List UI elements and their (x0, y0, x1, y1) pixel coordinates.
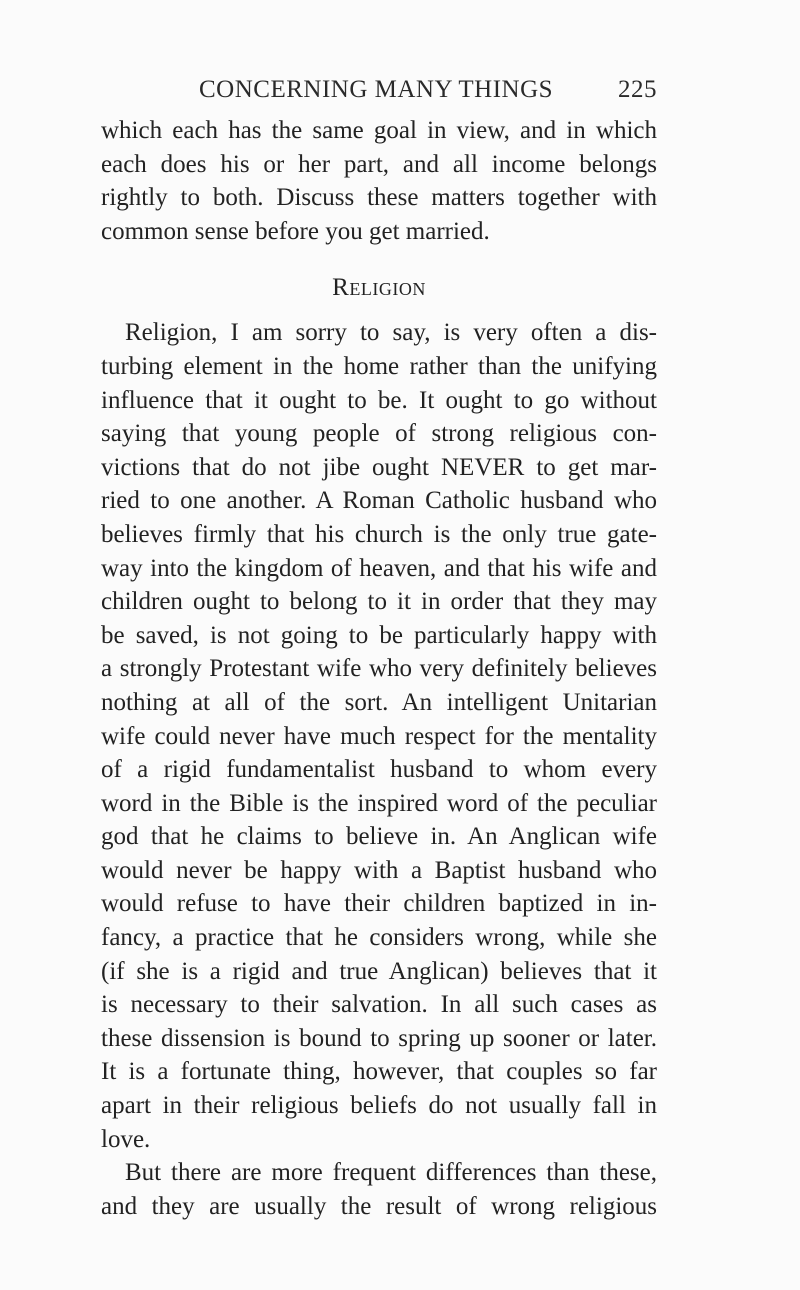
text-line: would never be happy with a Baptist husband who (101, 856, 657, 884)
text-line: apart in their religious beliefs do not usually fall in (101, 1092, 657, 1120)
text-line: turbing element in the home rather than the unifying (101, 352, 657, 380)
text-line: rightly to both. Discuss these matters together with (101, 184, 657, 212)
body-paragraph (101, 316, 657, 1156)
text-line: and they are usually the result of wrong religious (101, 1192, 657, 1220)
text-line: wife could never have much respect for the mentality (101, 722, 657, 750)
text-line: love. (101, 1125, 151, 1153)
book-page (101, 76, 657, 1223)
text-line: It is a fortunate thing, however, that couples so far (101, 1058, 657, 1086)
text-line: be saved, is not going to be particularly happy with (101, 621, 657, 649)
text-line: (if she is a rigid and true Anglican) believes that it (101, 957, 657, 985)
text-line: of a rigid fundamentalist husband to whom every (101, 756, 657, 784)
text-line: each does his or her part, and all income belongs (101, 150, 657, 178)
text-line: But there are more frequent differences than these, (125, 1159, 657, 1187)
body-paragraph (101, 1156, 657, 1223)
text-line: saying that young people of strong religious con- (101, 420, 657, 448)
running-header (101, 76, 657, 114)
text-line: word in the Bible is the inspired word of the peculiar (101, 789, 657, 817)
text-line: influence that it ought to be. It ought to go without (101, 386, 657, 414)
text-line: children ought to belong to it in order that they may (101, 588, 657, 616)
text-line: believes firmly that his church is the only true gate- (101, 520, 657, 548)
text-line: is necessary to their salvation. In all such cases as (101, 991, 657, 1019)
page-number: 225 (618, 76, 657, 103)
continuation-paragraph (101, 114, 657, 248)
text-line: Religion, I am sorry to say, is very often a dis- (125, 319, 657, 347)
text-line: fancy, a practice that he considers wrong, while she (101, 924, 657, 952)
text-line: victions that do not jibe ought NEVER to get mar- (101, 453, 657, 481)
section-heading: Religion (332, 274, 426, 302)
text-line: nothing at all of the sort. An intelligent Unitarian (101, 688, 657, 716)
text-line: which each has the same goal in view, and in which (101, 117, 657, 144)
text-line: these dissension is bound to spring up sooner or later. (101, 1024, 657, 1052)
text-line: way into the kingdom of heaven, and that his wife and (101, 554, 657, 582)
text-line: ried to one another. A Roman Catholic husband who (101, 487, 657, 515)
text-line: a strongly Protestant wife who very definitely believes (101, 655, 657, 683)
text-line: would refuse to have their children baptized in in- (101, 890, 657, 918)
text-line: common sense before you get married. (101, 217, 490, 245)
text-line: god that he claims to believe in. An Anglican wife (101, 823, 657, 851)
running-title: CONCERNING MANY THINGS (199, 76, 554, 103)
